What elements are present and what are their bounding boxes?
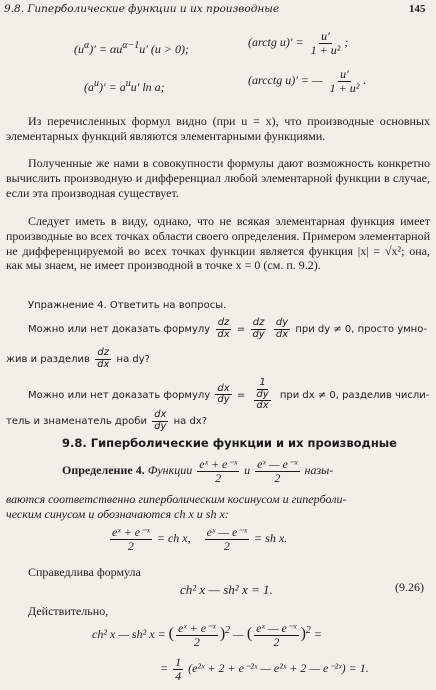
proof-line-1: ch² x — sh² x = ( $\frac{\text{eˣ + e⁻ˣ}}{2}$ )$^2$ — ( $\frac{\text{eˣ — e⁻ˣ}}{2}$ )$^2$ = [92,621,323,649]
formula-power-derivative: $(u^\alpha)' = \alpha u^{\alpha-1}u'$ (u > 0); [74,40,189,56]
proof-intro: Действительно, [28,604,109,618]
page-number: 145 [409,3,426,15]
exercise-question-1: Можно или нет доказать формулу $\frac{dz}{dx}$ = $\frac{dz}{dy}$ $\frac{dy}{dx}$ при dy ≠ 0, просто умно- [28,317,427,340]
definition-line-3: ческим синусом и обозначаются ch x и sh x: [6,507,229,521]
equation-number: (9.26) [395,580,424,594]
definition-equations: $\frac{\text{eˣ + e⁻ˣ}}{2}$ = ch x, $\frac{\text{eˣ — e⁻ˣ}}{2}$ = sh x. [112,525,288,553]
paragraph-differential-computation: Полученные же нами в совокупности формулы дают возможность конкретно вычислить производную и дифференциал любой элементарной функции в случае, если эта производная существует. [6,156,430,200]
paragraph-nondifferentiable-example: Следует иметь в виду, однако, что не всякая элементарная функция имеет производные во всех точках области своего определения. Примером элементарной не дифференцируемой во всех точках функции является функция |x| = √x²; она, как мы знаем, не имеет производной в точке x = 0 (см. п. 9.2). [6,214,430,273]
running-title: 9.8. Гиперболические функции и их производные [4,3,280,15]
formula-arcctg-derivative: (arcctg u)′ = — $\frac{u'}{\text{1 + u²}}$ . [248,67,367,95]
exercise-question-1-cont: жив и разделив $\frac{dz}{dx}$ на dy? [6,347,150,370]
exercise-question-2: Можно или нет доказать формулу $\frac{dx}{dy}$ = $\frac{1}{\frac{dy}{dx}}$ при dx ≠ 0, разделив числи- [28,377,430,411]
proof-line-2: = $\frac{1}{4}$ (e²ˣ + 2 + e⁻²ˣ — e²ˣ + 2 — e⁻²ˣ) = 1. [160,655,369,683]
formula-exp-derivative: $(a^u)' = a^uu'$ ln a; [84,78,165,94]
identity-intro: Справедлива формула [28,565,141,579]
section-heading: 9.8. Гиперболические функции и их производные [62,436,397,450]
paragraph-elementary-derivatives: Из перечисленных формул видно (при u = x), что производные основных элементарных функций являются элементарными функциями. [6,114,430,143]
definition-line-1: Определение 4. Функции $\frac{\text{eˣ + e⁻ˣ}}{2}$ и $\frac{\text{eˣ — e⁻ˣ}}{2}$ назы- [62,457,334,485]
exercise-title: Упражнение 4. Ответить на вопросы. [28,300,227,311]
identity-formula: ch² x — sh² x = 1. [180,582,273,597]
definition-line-2: ваются соответственно гиперболическим косинусом и гиперболи- [6,492,347,506]
formula-arctg-derivative: (arctg u)′ = $\frac{u'}{\text{1 + u²}}$ ; [248,29,349,57]
exercise-question-2-cont: тель и знаменатель дроби $\frac{dx}{dy}$ на dx? [6,409,208,432]
